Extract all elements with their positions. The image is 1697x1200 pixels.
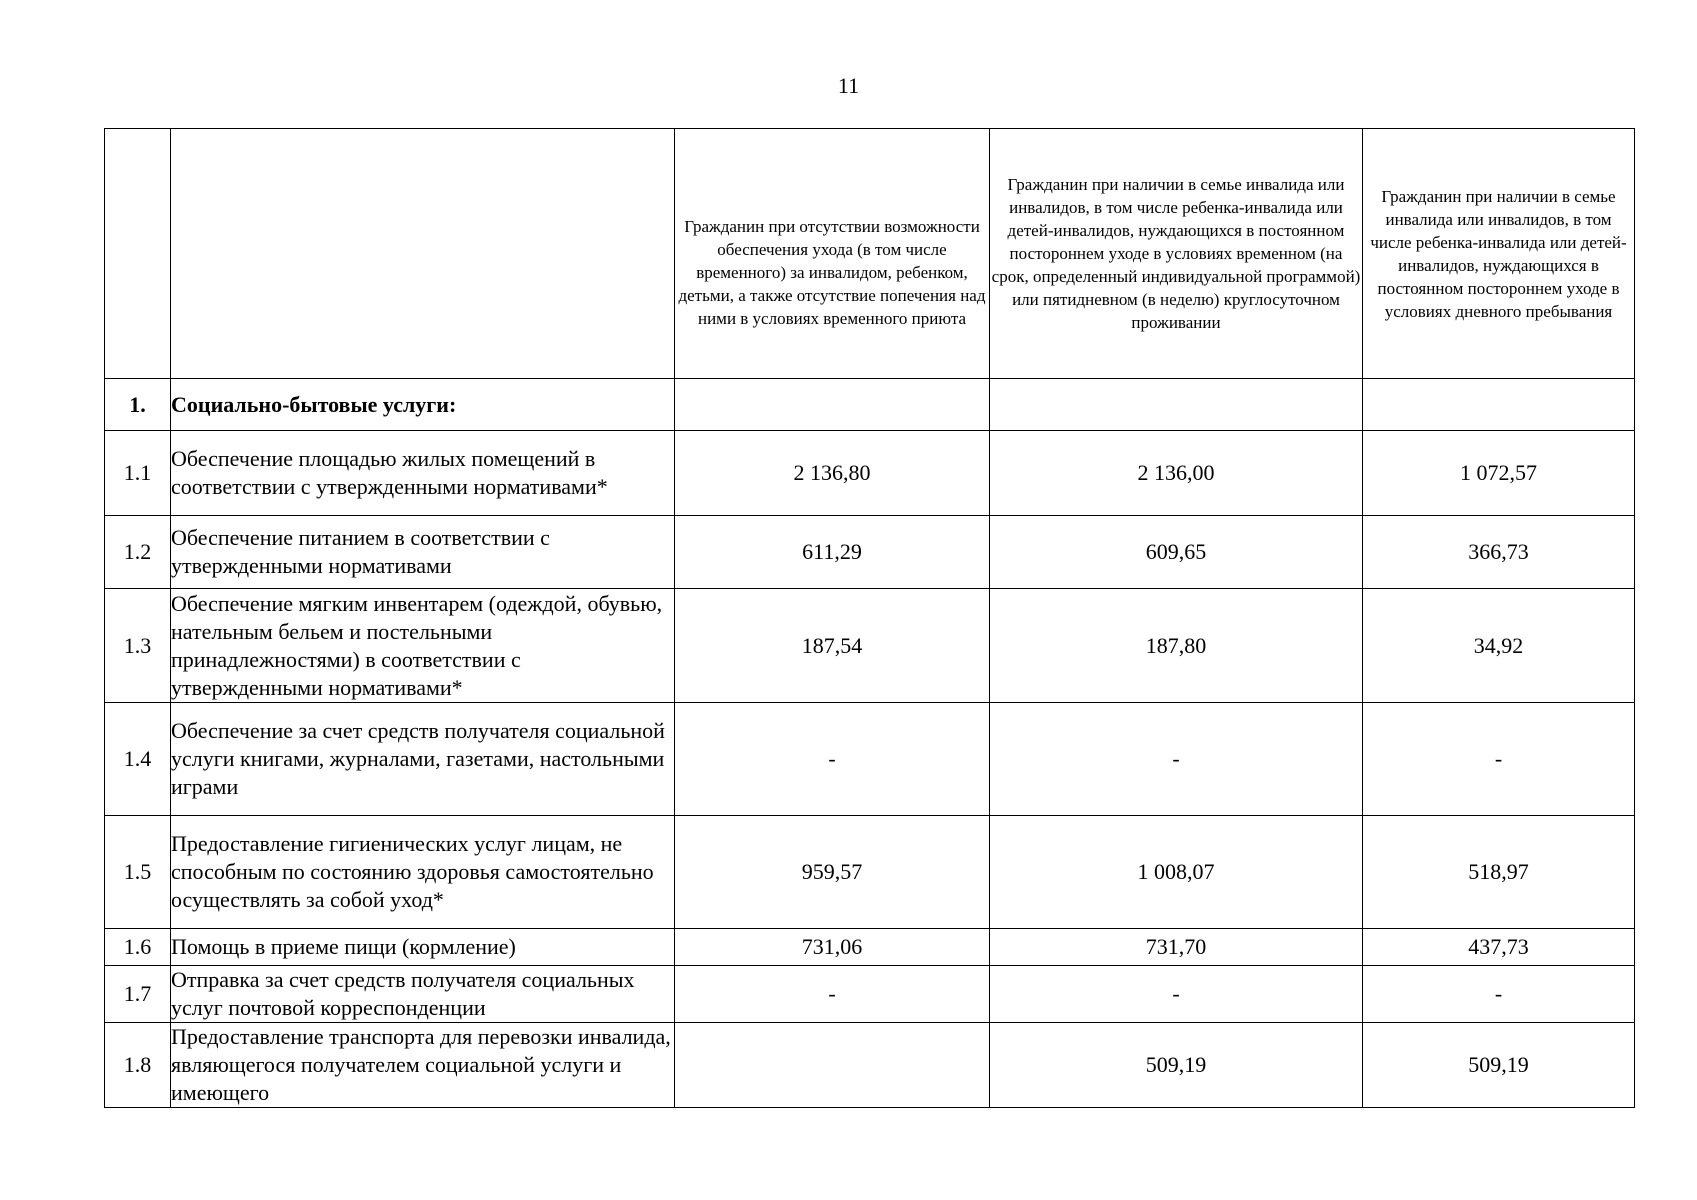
row-value-day-stay: 1 072,57 bbox=[1363, 431, 1635, 516]
section-title: Социально-бытовые услуги: bbox=[171, 379, 675, 431]
table-row bbox=[105, 589, 1635, 703]
row-value-temporary-shelter: - bbox=[675, 703, 990, 816]
header-col-day-stay: Гражданин при наличии в семье инвалида или инвалидов, в том числе ребенка-инвалида или детей-инвалидов, нуждающихся в постоянном постороннем уходе в условиях дневного пребывания bbox=[1363, 129, 1635, 379]
row-value-residential: 187,80 bbox=[990, 589, 1363, 703]
section-cell-empty bbox=[675, 379, 990, 431]
row-number: 1.2 bbox=[105, 516, 171, 589]
header-col-temporary-shelter: Гражданин при отсутствии возможности обеспечения ухода (в том числе временного) за инвалидом, ребенком, детьми, а также отсутствие попечения над ними в условиях временного приюта bbox=[675, 129, 990, 379]
row-number: 1.7 bbox=[105, 966, 171, 1023]
row-value-day-stay: - bbox=[1363, 966, 1635, 1023]
row-value-residential: 2 136,00 bbox=[990, 431, 1363, 516]
row-value-residential: 609,65 bbox=[990, 516, 1363, 589]
row-service-name: Обеспечение за счет средств получателя социальной услуги книгами, журналами, газетами, настольными играми bbox=[171, 703, 675, 816]
row-value-temporary-shelter: 187,54 bbox=[675, 589, 990, 703]
row-value-temporary-shelter: 611,29 bbox=[675, 516, 990, 589]
row-value-day-stay: 518,97 bbox=[1363, 816, 1635, 929]
row-value-day-stay: 366,73 bbox=[1363, 516, 1635, 589]
services-table bbox=[104, 128, 1635, 1108]
row-value-day-stay: 437,73 bbox=[1363, 929, 1635, 966]
page-number: 11 bbox=[837, 73, 860, 98]
row-value-day-stay: 34,92 bbox=[1363, 589, 1635, 703]
table-row bbox=[105, 703, 1635, 816]
row-number: 1.5 bbox=[105, 816, 171, 929]
row-number: 1.3 bbox=[105, 589, 171, 703]
row-service-name: Обеспечение площадью жилых помещений в соответствии с утвержденными нормативами* bbox=[171, 431, 675, 516]
row-value-temporary-shelter: 2 136,80 bbox=[675, 431, 990, 516]
row-service-name: Предоставление транспорта для перевозки инвалида, являющегося получателем социальной услуги и имеющего bbox=[171, 1023, 675, 1108]
row-value-temporary-shelter: 731,06 bbox=[675, 929, 990, 966]
row-value-residential: 1 008,07 bbox=[990, 816, 1363, 929]
table-row bbox=[105, 431, 1635, 516]
table-row bbox=[105, 966, 1635, 1023]
row-number: 1.1 bbox=[105, 431, 171, 516]
section-number: 1. bbox=[105, 379, 171, 431]
header-col-residential: Гражданин при наличии в семье инвалида или инвалидов, в том числе ребенка-инвалида или детей-инвалидов, нуждающихся в постоянном постороннем уходе в условиях временном (на срок, определенный индивидуальной программой) или пятидневном (в неделю) круглосуточном проживании bbox=[990, 129, 1363, 379]
table-header-row bbox=[105, 129, 1635, 379]
row-value-day-stay: - bbox=[1363, 703, 1635, 816]
row-service-name: Обеспечение мягким инвентарем (одеждой, обувью, нательным бельем и постельными принадлежностями) в соответствии с утвержденными нормативами* bbox=[171, 589, 675, 703]
row-value-residential: 731,70 bbox=[990, 929, 1363, 966]
row-value-temporary-shelter: 959,57 bbox=[675, 816, 990, 929]
section-cell-empty bbox=[990, 379, 1363, 431]
row-service-name: Обеспечение питанием в соответствии с утвержденными нормативами bbox=[171, 516, 675, 589]
section-row bbox=[105, 379, 1635, 431]
row-value-residential: 509,19 bbox=[990, 1023, 1363, 1108]
table-row bbox=[105, 1023, 1635, 1108]
row-value-day-stay: 509,19 bbox=[1363, 1023, 1635, 1108]
row-value-temporary-shelter bbox=[675, 1023, 990, 1108]
row-value-residential: - bbox=[990, 966, 1363, 1023]
row-value-temporary-shelter: - bbox=[675, 966, 990, 1023]
row-service-name: Предоставление гигиенических услуг лицам, не способным по состоянию здоровья самостоятельно осуществлять за собой уход* bbox=[171, 816, 675, 929]
table-row bbox=[105, 816, 1635, 929]
row-number: 1.8 bbox=[105, 1023, 171, 1108]
row-number: 1.4 bbox=[105, 703, 171, 816]
row-value-residential: - bbox=[990, 703, 1363, 816]
row-number: 1.6 bbox=[105, 929, 171, 966]
header-col-service bbox=[171, 129, 675, 379]
section-cell-empty bbox=[1363, 379, 1635, 431]
row-service-name: Отправка за счет средств получателя социальных услуг почтовой корреспонденции bbox=[171, 966, 675, 1023]
table-row bbox=[105, 516, 1635, 589]
header-col-number bbox=[105, 129, 171, 379]
row-service-name: Помощь в приеме пищи (кормление) bbox=[171, 929, 675, 966]
table-row bbox=[105, 929, 1635, 966]
